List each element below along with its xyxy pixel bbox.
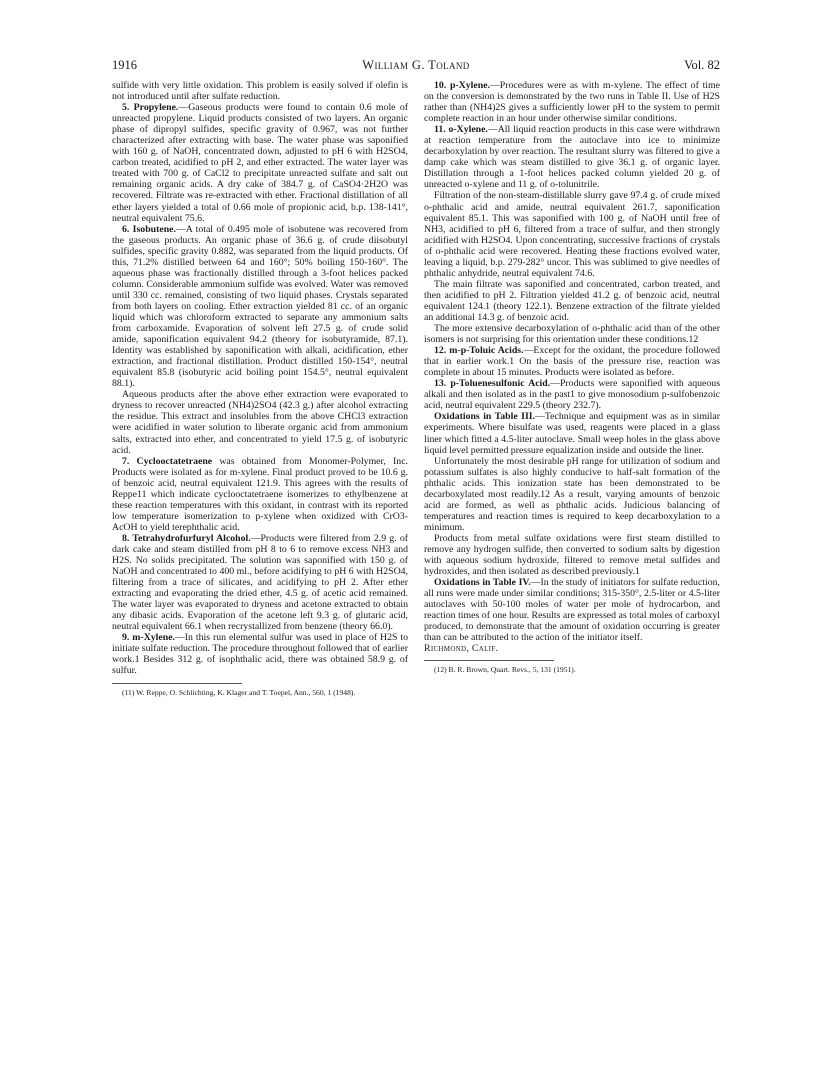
paragraph-body: —Gaseous products were found to contain 0.6 mole of unreacted propylene. Liquid products consisted of two layers. An organic phase of dipropyl sulfides, specific gravity of 0.967, was not further characterized after extracting with base. The water phase was saponified with 160 g. of NaOH, concentrated down, adjusted to pH 6 with H2SO4, carbon treated, acidified to pH 2, and ether extracted. The water layer was treated with 700 g. of CaCl2 to precipitate unreacted sulfate and salt out remaining organic acids. A dry cake of 384.7 g. of CaSO4·2H2O was recovered. Filtrate was re-extracted with ether. Fractional distillation of all ether layers yielded a total of 0.66 mole of propionic acid, b.p. 138-141°, neutral equivalent 75.6. [112,102,409,224]
page-header [112,58,720,74]
paragraph-cyclooctatetraene [112,456,408,533]
paragraph-body: —Technique and equipment was as in similar experiments. Where bisulfate was used, reagents were placed in a glass liner which fitted a 4.5-liter autoclave. Small weep holes in the glass above liquid level permitted pressure equalization inside and outside the liner. [424,411,720,456]
paragraph-toluenesulfonic [424,378,720,411]
section-heading: Oxidations in Table IV. [434,577,531,589]
footnote-divider [424,660,554,661]
page-number: 1916 [112,58,137,72]
section-heading: 10. p-Xylene. [434,80,490,91]
paragraph-table-iii [424,411,720,455]
paragraph-propylene [112,102,408,224]
paragraph-isobutene [112,224,408,390]
paragraph: Unfortunately the most desirable pH range for utilization of sodium and potassium sulfates is also highly conducive to half-salt formation of the phthalic acids. This ionization state has been demonstrated to be decarboxylated most readily.12 As a result, varying amounts of benzoic acid are formed, as well as phthalic acids. Judicious balancing of temperatures and reaction times is required to keep decarboxylation to a minimum. [424,455,720,533]
paragraph-table-iv [424,577,720,643]
paragraph-body: —In the study of initiators for sulfate reduction, all runs were made under similar conditions; 315-350°, 2.5-liter or 4.5-liter autoclaves with 50-100 moles of water per mole of hydrocarbon, and reaction times of one hour. Results are expressed as total moles of carboxyl produced, to demonstrate that the amount of oxidation occurring is greater than can be attributed to the action of the initiator itself. [424,577,720,644]
running-author: William G. Toland [362,58,470,72]
paragraph-body: —All liquid reaction products in this case were withdrawn at reaction temperature from the autoclave into ice to minimize decarboxylation by over reaction. The resultant slurry was filtered to give a damp cake which was steam distilled to give 36.1 g. of organic layer. Distillation through a 1-foot helices packed column yielded 20 g. of unreacted o-xylene and 11 g. of o-tolunitrile. [424,124,721,191]
paragraph-toluic-acids [424,345,720,378]
section-heading: 9. m-Xylene. [122,632,175,644]
paragraph-body: —Except for the oxidant, the procedure followed that in earlier work.1 On the basis of the pressure rise, reaction was complete in about 15 minutes. Products were isolated as before. [424,345,720,379]
paragraph: The more extensive decarboxylation of o-phthalic acid than of the other isomers is not surprising for this orientation under these conditions.12 [424,323,720,346]
paragraph: The main filtrate was saponified and concentrated, carbon treated, and then acidified to pH 2. Filtration yielded 41.2 g. of benzoic acid, neutral equivalent 124.1 (theory 122.1). Benzene extraction of the filtrate yielded an additional 14.3 g. of benzoic acid. [424,278,720,323]
paragraph-o-xylene [424,124,720,190]
paragraph-p-xylene [424,80,720,124]
paragraph-tetrahydrofurfuryl [112,533,408,632]
paragraph-body: —Procedures were as with m-xylene. The effect of time on the conversion is demonstrated by the two runs in Table II. Use of H2S rather than (NH4)2S gives a sufficiently lower pH to the system to permit complete reaction in an hour under otherwise similar conditions. [424,80,720,125]
footnote-12: (12) B. R. Brown, Quart. Revs., 5, 131 (1951). [434,665,576,675]
right-column [424,80,720,675]
section-heading: 11. o-Xylene. [434,124,488,136]
paragraph: sulfide with very little oxidation. This problem is easily solved if olefin is not introduced until after sulfate reduction. [112,80,408,103]
paragraph-body: was obtained from Monomer-Polymer, Inc. Products were isolated as for m-xylene. Final product proved to be 10.6 g. of benzoic acid, neutral equivalent 121.9. This agrees with the results of Reppe11 which indicate cyclooctatetraene isomerizes to ethylbenzene at these reaction temperatures with this oxidant, in contrast with its reported low temperature isomerization to p-xylene when oxidized with CrO3-AcOH to yield terephthalic acid. [112,455,408,533]
paragraph-body: —In this run elemental sulfur was used in place of H2S to initiate sulfate reduction. The procedure throughout followed that of earlier work.1 Besides 312 g. of isophthalic acid, there was obtained 58.9 g. of sulfur. [112,632,409,677]
author-location: Richmond, Calif. [424,643,499,655]
paragraph-body: —Products were filtered from 2.9 g. of dark cake and steam distilled from pH 8 to 6 to remove excess NH3 and H2S. No solids precipitated. The solution was saponified with 150 g. of NaOH and concentrated to 400 ml., before acidifying to pH 6 with H2SO4, filtering from a trace of silicates, and acidifying to pH 2. After ether extracting and evaporating the dried ether, 4.5 g. of acetic acid remained. The water layer was evaporated to dryness and acetone extracted to obtain any dibasic acids. Evaporation of the acetone left 9.3 g. of glutaric acid, neutral equivalent 66.1 when recrystallized from benzene (theory 66.0). [112,532,409,633]
section-heading: 5. Propylene. [122,102,179,114]
section-heading: Oxidations in Table III. [434,411,536,423]
paragraph: Filtration of the non-steam-distillable slurry gave 97.4 g. of crude mixed o-phthalic acid and amide, neutral equivalent 261.7, saponification equivalent 85.1. This was saponified with 100 g. of NaOH until free of NH3, acidified to pH 6, filtered from a trace of sulfur, and then strongly acidified with H2SO4. Upon concentrating, successive fractions of crystals of o-phthalic acid were recovered. Heating these fractions evolved water, leaving a liquid, b.p. 279-282° uncor. This was sublimed to give needles of phthalic anhydride, neutral equivalent 74.6. [424,190,720,279]
paragraph-body: —Products were saponified with aqueous alkali and then isolated as in the past1 to give monosodium p-sulfobenzoic acid, neutral equivalent 229.5 (theory 232.7). [424,378,721,412]
section-heading: 7. Cyclooctatetraene [122,455,213,467]
footnote-11: (11) W. Reppe, O. Schlichting, K. Klager and T. Toepel, Ann., 560, 1 (1948). [122,687,356,697]
section-heading: 13. p-Toluenesulfonic Acid. [434,378,551,390]
paragraph-m-xylene [112,632,408,676]
paragraph: Aqueous products after the above ether extraction were evaporated to dryness to recover unreacted (NH4)2SO4 (42.3 g.) after alcohol extracting the residue. This extract and insolubles from the above CHCl3 extraction were acidified in water solution to liberate organic acid from ammonium salts, extracted into ether, and concentrated to yield 17.5 g. of isobutyric acid. [112,389,408,456]
footnote-divider [112,683,242,684]
section-heading: 8. Tetrahydrofurfuryl Alcohol. [122,532,251,544]
section-heading: 12. m-p-Toluic Acids. [434,345,524,357]
paragraph: Products from metal sulfate oxidations were first steam distilled to remove any hydrogen sulfide, then converted to sodium salts by digestion with aqueous sodium hydroxide, filtered to remove metal sulfides and hydroxides, and then isolated as described previously.1 [424,532,720,578]
section-heading: 6. Isobutene. [122,223,176,235]
volume-number: Vol. 82 [684,58,720,72]
paragraph-body: —A total of 0.495 mole of isobutene was recovered from the gaseous products. An organic phase of 36.6 g. of crude diisobutyl sulfides, specific gravity 0.882, was separated from the liquid products. Of this, 71.2% distilled between 64 and 160°; 50% boiling 150-160°. The aqueous phase was fractionally distilled through a 3-foot helices packed column. Considerable ammonium sulfide was evolved. Water was removed until 330 cc. remained, consisting of two liquid phases. Crystals separated from both layers on cooling. Ether extraction yielded 81 cc. of an organic liquid which was chloroform extracted to separate any ammonium salts from carboxamide. Evaporation of solvent left 27.5 g. of crude solid amide, saponification equivalent 94.2 (theory for isobutyramide, 87.1). Identity was established by saponification with alkali, acidification, ether extraction, and fractional distillation. Product distilled 150-154°, neutral equivalent 85.8 (isobutyric acid boiling point 154.5°, neutral equivalent 88.1). [112,223,408,390]
left-column [112,80,408,697]
